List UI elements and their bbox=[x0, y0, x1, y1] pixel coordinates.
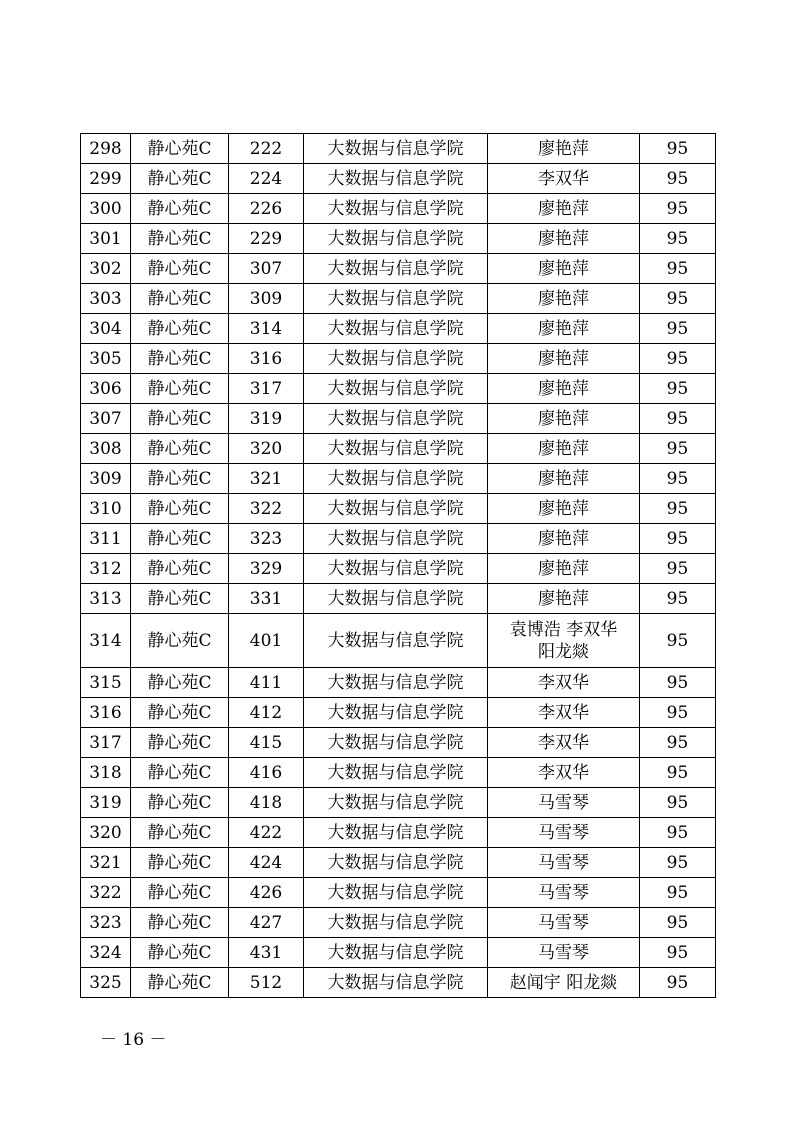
advisor-name: 廖艳萍 bbox=[538, 318, 589, 339]
advisor-cell bbox=[488, 374, 640, 404]
row-number-cell: 315 bbox=[81, 668, 131, 698]
score-cell: 95 bbox=[640, 404, 716, 434]
table-row bbox=[81, 554, 716, 584]
college-cell: 大数据与信息学院 bbox=[304, 668, 488, 698]
building-cell: 静心苑C bbox=[131, 968, 229, 998]
college-cell: 大数据与信息学院 bbox=[304, 968, 488, 998]
row-number-cell: 320 bbox=[81, 818, 131, 848]
row-number-cell: 298 bbox=[81, 134, 131, 164]
score-cell: 95 bbox=[640, 758, 716, 788]
advisor-name: 马雪琴 bbox=[538, 822, 589, 843]
advisor-name: 李双华 bbox=[538, 672, 589, 693]
advisor-name: 廖艳萍 bbox=[538, 438, 589, 459]
advisor-name: 廖艳萍 bbox=[538, 408, 589, 429]
building-cell: 静心苑C bbox=[131, 698, 229, 728]
score-cell: 95 bbox=[640, 254, 716, 284]
building-cell: 静心苑C bbox=[131, 164, 229, 194]
dormitory-score-table bbox=[80, 133, 716, 998]
table-row bbox=[81, 698, 716, 728]
table-row bbox=[81, 344, 716, 374]
table-row bbox=[81, 254, 716, 284]
row-number-cell: 321 bbox=[81, 848, 131, 878]
table-row bbox=[81, 584, 716, 614]
score-cell: 95 bbox=[640, 224, 716, 254]
advisor-cell bbox=[488, 524, 640, 554]
college-cell: 大数据与信息学院 bbox=[304, 284, 488, 314]
advisor-cell bbox=[488, 968, 640, 998]
college-cell: 大数据与信息学院 bbox=[304, 494, 488, 524]
room-number-cell: 314 bbox=[229, 314, 304, 344]
row-number-cell: 325 bbox=[81, 968, 131, 998]
row-number-cell: 323 bbox=[81, 908, 131, 938]
score-cell: 95 bbox=[640, 968, 716, 998]
advisor-cell bbox=[488, 434, 640, 464]
building-cell: 静心苑C bbox=[131, 494, 229, 524]
row-number-cell: 313 bbox=[81, 584, 131, 614]
advisor-cell bbox=[488, 848, 640, 878]
college-cell: 大数据与信息学院 bbox=[304, 404, 488, 434]
advisor-name: 赵闻宇 阳龙燚 bbox=[509, 972, 618, 993]
score-cell: 95 bbox=[640, 848, 716, 878]
table-row bbox=[81, 164, 716, 194]
advisor-cell bbox=[488, 284, 640, 314]
college-cell: 大数据与信息学院 bbox=[304, 464, 488, 494]
building-cell: 静心苑C bbox=[131, 908, 229, 938]
college-cell: 大数据与信息学院 bbox=[304, 584, 488, 614]
building-cell: 静心苑C bbox=[131, 584, 229, 614]
advisor-name: 李双华 bbox=[538, 702, 589, 723]
score-cell: 95 bbox=[640, 164, 716, 194]
room-number-cell: 226 bbox=[229, 194, 304, 224]
college-cell: 大数据与信息学院 bbox=[304, 434, 488, 464]
row-number-cell: 319 bbox=[81, 788, 131, 818]
advisor-name: 廖艳萍 bbox=[538, 558, 589, 579]
score-cell: 95 bbox=[640, 554, 716, 584]
college-cell: 大数据与信息学院 bbox=[304, 848, 488, 878]
advisor-cell bbox=[488, 314, 640, 344]
advisor-name: 袁博浩 李双华 bbox=[509, 619, 618, 640]
college-cell: 大数据与信息学院 bbox=[304, 164, 488, 194]
advisor-name: 廖艳萍 bbox=[538, 138, 589, 159]
advisor-name: 廖艳萍 bbox=[538, 528, 589, 549]
table-row bbox=[81, 524, 716, 554]
college-cell: 大数据与信息学院 bbox=[304, 524, 488, 554]
row-number-cell: 307 bbox=[81, 404, 131, 434]
advisor-name: 廖艳萍 bbox=[538, 588, 589, 609]
room-number-cell: 320 bbox=[229, 434, 304, 464]
score-cell: 95 bbox=[640, 194, 716, 224]
college-cell: 大数据与信息学院 bbox=[304, 254, 488, 284]
advisor-name: 马雪琴 bbox=[538, 792, 589, 813]
row-number-cell: 312 bbox=[81, 554, 131, 584]
room-number-cell: 418 bbox=[229, 788, 304, 818]
table-row bbox=[81, 908, 716, 938]
table-row bbox=[81, 848, 716, 878]
advisor-name: 廖艳萍 bbox=[538, 348, 589, 369]
advisor-name: 马雪琴 bbox=[538, 942, 589, 963]
advisor-name: 阳龙燚 bbox=[538, 641, 589, 662]
advisor-cell bbox=[488, 194, 640, 224]
row-number-cell: 303 bbox=[81, 284, 131, 314]
room-number-cell: 316 bbox=[229, 344, 304, 374]
score-cell: 95 bbox=[640, 698, 716, 728]
college-cell: 大数据与信息学院 bbox=[304, 908, 488, 938]
college-cell: 大数据与信息学院 bbox=[304, 938, 488, 968]
room-number-cell: 224 bbox=[229, 164, 304, 194]
score-cell: 95 bbox=[640, 938, 716, 968]
score-cell: 95 bbox=[640, 788, 716, 818]
score-cell: 95 bbox=[640, 134, 716, 164]
college-cell: 大数据与信息学院 bbox=[304, 758, 488, 788]
row-number-cell: 318 bbox=[81, 758, 131, 788]
advisor-name: 廖艳萍 bbox=[538, 468, 589, 489]
score-cell: 95 bbox=[640, 524, 716, 554]
score-cell: 95 bbox=[640, 494, 716, 524]
score-cell: 95 bbox=[640, 434, 716, 464]
building-cell: 静心苑C bbox=[131, 614, 229, 668]
college-cell: 大数据与信息学院 bbox=[304, 788, 488, 818]
room-number-cell: 415 bbox=[229, 728, 304, 758]
college-cell: 大数据与信息学院 bbox=[304, 134, 488, 164]
table-row bbox=[81, 968, 716, 998]
table-row bbox=[81, 134, 716, 164]
room-number-cell: 317 bbox=[229, 374, 304, 404]
room-number-cell: 427 bbox=[229, 908, 304, 938]
row-number-cell: 311 bbox=[81, 524, 131, 554]
building-cell: 静心苑C bbox=[131, 878, 229, 908]
college-cell: 大数据与信息学院 bbox=[304, 728, 488, 758]
college-cell: 大数据与信息学院 bbox=[304, 554, 488, 584]
advisor-cell bbox=[488, 254, 640, 284]
advisor-name: 廖艳萍 bbox=[538, 228, 589, 249]
room-number-cell: 401 bbox=[229, 614, 304, 668]
advisor-name: 李双华 bbox=[538, 762, 589, 783]
advisor-cell bbox=[488, 938, 640, 968]
score-cell: 95 bbox=[640, 314, 716, 344]
room-number-cell: 424 bbox=[229, 848, 304, 878]
row-number-cell: 322 bbox=[81, 878, 131, 908]
advisor-name: 李双华 bbox=[538, 732, 589, 753]
table-row bbox=[81, 728, 716, 758]
advisor-name: 廖艳萍 bbox=[538, 288, 589, 309]
advisor-cell bbox=[488, 464, 640, 494]
table-row bbox=[81, 938, 716, 968]
row-number-cell: 308 bbox=[81, 434, 131, 464]
room-number-cell: 309 bbox=[229, 284, 304, 314]
advisor-name: 马雪琴 bbox=[538, 852, 589, 873]
score-cell: 95 bbox=[640, 584, 716, 614]
row-number-cell: 310 bbox=[81, 494, 131, 524]
college-cell: 大数据与信息学院 bbox=[304, 374, 488, 404]
room-number-cell: 329 bbox=[229, 554, 304, 584]
building-cell: 静心苑C bbox=[131, 758, 229, 788]
building-cell: 静心苑C bbox=[131, 524, 229, 554]
advisor-cell bbox=[488, 404, 640, 434]
room-number-cell: 323 bbox=[229, 524, 304, 554]
room-number-cell: 321 bbox=[229, 464, 304, 494]
room-number-cell: 422 bbox=[229, 818, 304, 848]
building-cell: 静心苑C bbox=[131, 728, 229, 758]
building-cell: 静心苑C bbox=[131, 254, 229, 284]
score-cell: 95 bbox=[640, 464, 716, 494]
page-number: － 16 － bbox=[100, 1030, 167, 1050]
building-cell: 静心苑C bbox=[131, 374, 229, 404]
table-row bbox=[81, 284, 716, 314]
building-cell: 静心苑C bbox=[131, 554, 229, 584]
table-row bbox=[81, 818, 716, 848]
room-number-cell: 512 bbox=[229, 968, 304, 998]
score-cell: 95 bbox=[640, 728, 716, 758]
score-cell: 95 bbox=[640, 614, 716, 668]
room-number-cell: 412 bbox=[229, 698, 304, 728]
room-number-cell: 431 bbox=[229, 938, 304, 968]
advisor-cell bbox=[488, 818, 640, 848]
advisor-cell bbox=[488, 164, 640, 194]
table-row bbox=[81, 464, 716, 494]
advisor-cell bbox=[488, 758, 640, 788]
building-cell: 静心苑C bbox=[131, 284, 229, 314]
row-number-cell: 299 bbox=[81, 164, 131, 194]
row-number-cell: 304 bbox=[81, 314, 131, 344]
table-body bbox=[81, 134, 716, 998]
room-number-cell: 222 bbox=[229, 134, 304, 164]
advisor-name: 马雪琴 bbox=[538, 912, 589, 933]
room-number-cell: 307 bbox=[229, 254, 304, 284]
advisor-name: 李双华 bbox=[538, 168, 589, 189]
table-row bbox=[81, 614, 716, 668]
row-number-cell: 300 bbox=[81, 194, 131, 224]
row-number-cell: 317 bbox=[81, 728, 131, 758]
building-cell: 静心苑C bbox=[131, 464, 229, 494]
advisor-name: 廖艳萍 bbox=[538, 498, 589, 519]
row-number-cell: 324 bbox=[81, 938, 131, 968]
row-number-cell: 305 bbox=[81, 344, 131, 374]
building-cell: 静心苑C bbox=[131, 194, 229, 224]
advisor-cell bbox=[488, 554, 640, 584]
advisor-cell bbox=[488, 584, 640, 614]
advisor-cell bbox=[488, 344, 640, 374]
row-number-cell: 302 bbox=[81, 254, 131, 284]
building-cell: 静心苑C bbox=[131, 404, 229, 434]
advisor-cell bbox=[488, 788, 640, 818]
advisor-cell bbox=[488, 878, 640, 908]
advisor-name: 廖艳萍 bbox=[538, 378, 589, 399]
score-cell: 95 bbox=[640, 374, 716, 404]
row-number-cell: 309 bbox=[81, 464, 131, 494]
building-cell: 静心苑C bbox=[131, 344, 229, 374]
table-row bbox=[81, 494, 716, 524]
advisor-cell bbox=[488, 494, 640, 524]
room-number-cell: 331 bbox=[229, 584, 304, 614]
row-number-cell: 316 bbox=[81, 698, 131, 728]
college-cell: 大数据与信息学院 bbox=[304, 698, 488, 728]
advisor-cell bbox=[488, 224, 640, 254]
score-cell: 95 bbox=[640, 344, 716, 374]
table-row bbox=[81, 374, 716, 404]
score-cell: 95 bbox=[640, 668, 716, 698]
college-cell: 大数据与信息学院 bbox=[304, 614, 488, 668]
advisor-cell bbox=[488, 134, 640, 164]
building-cell: 静心苑C bbox=[131, 134, 229, 164]
room-number-cell: 426 bbox=[229, 878, 304, 908]
building-cell: 静心苑C bbox=[131, 848, 229, 878]
room-number-cell: 322 bbox=[229, 494, 304, 524]
row-number-cell: 306 bbox=[81, 374, 131, 404]
college-cell: 大数据与信息学院 bbox=[304, 344, 488, 374]
building-cell: 静心苑C bbox=[131, 224, 229, 254]
college-cell: 大数据与信息学院 bbox=[304, 314, 488, 344]
score-cell: 95 bbox=[640, 908, 716, 938]
advisor-cell bbox=[488, 614, 640, 668]
advisor-cell bbox=[488, 728, 640, 758]
building-cell: 静心苑C bbox=[131, 668, 229, 698]
building-cell: 静心苑C bbox=[131, 788, 229, 818]
advisor-name: 廖艳萍 bbox=[538, 198, 589, 219]
room-number-cell: 229 bbox=[229, 224, 304, 254]
table-row bbox=[81, 314, 716, 344]
building-cell: 静心苑C bbox=[131, 314, 229, 344]
score-cell: 95 bbox=[640, 818, 716, 848]
college-cell: 大数据与信息学院 bbox=[304, 194, 488, 224]
room-number-cell: 416 bbox=[229, 758, 304, 788]
table-row bbox=[81, 878, 716, 908]
building-cell: 静心苑C bbox=[131, 938, 229, 968]
table-row bbox=[81, 668, 716, 698]
college-cell: 大数据与信息学院 bbox=[304, 878, 488, 908]
score-cell: 95 bbox=[640, 284, 716, 314]
table-row bbox=[81, 434, 716, 464]
room-number-cell: 319 bbox=[229, 404, 304, 434]
advisor-name: 廖艳萍 bbox=[538, 258, 589, 279]
table-row bbox=[81, 194, 716, 224]
advisor-cell bbox=[488, 698, 640, 728]
building-cell: 静心苑C bbox=[131, 818, 229, 848]
building-cell: 静心苑C bbox=[131, 434, 229, 464]
college-cell: 大数据与信息学院 bbox=[304, 818, 488, 848]
advisor-name: 马雪琴 bbox=[538, 882, 589, 903]
table-row bbox=[81, 788, 716, 818]
row-number-cell: 301 bbox=[81, 224, 131, 254]
table-row bbox=[81, 224, 716, 254]
college-cell: 大数据与信息学院 bbox=[304, 224, 488, 254]
table-row bbox=[81, 758, 716, 788]
room-number-cell: 411 bbox=[229, 668, 304, 698]
table-row bbox=[81, 404, 716, 434]
row-number-cell: 314 bbox=[81, 614, 131, 668]
advisor-cell bbox=[488, 908, 640, 938]
advisor-cell bbox=[488, 668, 640, 698]
score-cell: 95 bbox=[640, 878, 716, 908]
